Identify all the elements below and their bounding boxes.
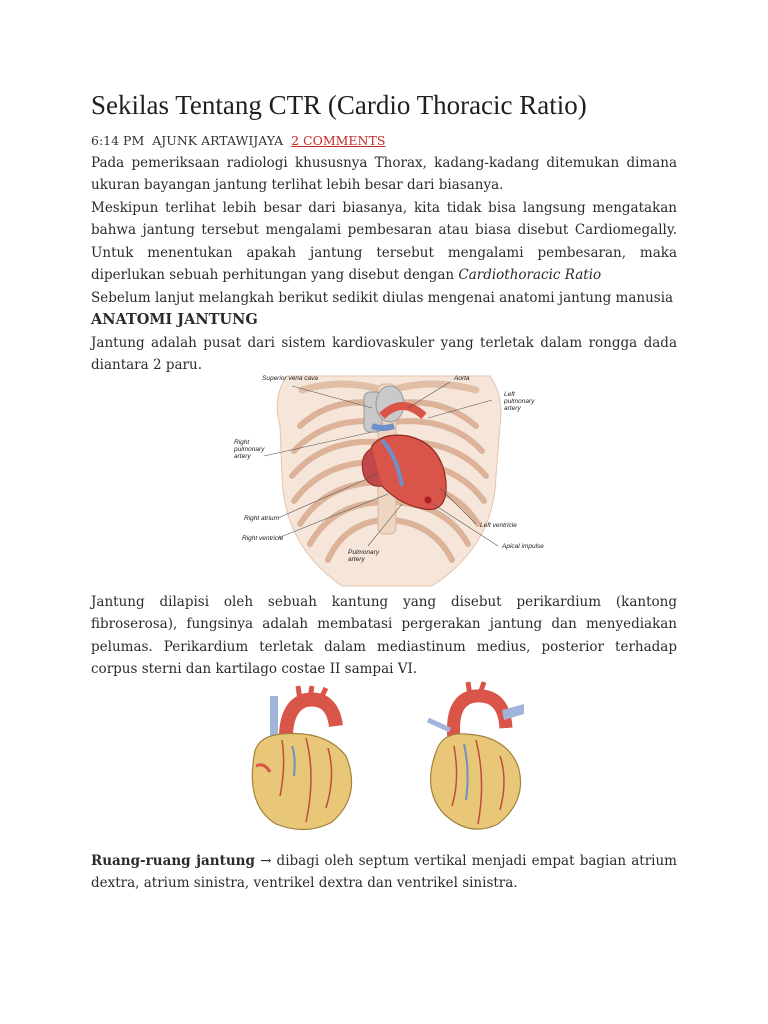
paragraph-1: Pada pemeriksaan radiologi khususnya Thorax, kadang-kadang ditemukan dimana ukuran bayangan jantung terlihat lebih besar dari biasanya.	[91, 155, 677, 194]
label-right-pulmonary-2: pulmonary	[234, 446, 265, 453]
label-left-pulmonary-1: Left	[504, 391, 515, 398]
paragraph-6	[91, 850, 677, 895]
paragraph-4: Jantung adalah pusat dari sistem kardiovaskuler yang terletak dalam rongga dada diantara 2 paru.	[91, 335, 677, 374]
label-left-pulmonary-3: artery	[504, 405, 521, 412]
label-apical-impulse: Apical impulse	[502, 543, 544, 550]
paragraph-2-text: Meskipun terlihat lebih besar dari biasanya, kita tidak bisa langsung mengatakan bahwa jantung tersebut mengalami pembesaran atau biasa disebut Cardiomegally. Untuk menentukan apakah jantung tersebut mengalami pembesaran, maka diperlukan sebuah perhitungan yang disebut dengan	[91, 200, 677, 283]
thorax-heart-illustration	[232, 356, 544, 590]
post-meta	[91, 133, 385, 148]
comments-link[interactable]: 2 COMMENTS	[291, 133, 386, 148]
label-aorta: Aorta	[454, 375, 470, 382]
paragraph-6-bold: Ruang-ruang jantung	[91, 853, 255, 869]
label-right-pulmonary-3: artery	[234, 453, 251, 460]
paragraph-2-italic: Cardiothoracic Ratio	[458, 266, 602, 283]
post-title: Sekilas Tentang CTR (Cardio Thoracic Ratio)	[91, 90, 587, 120]
label-left-ventricle: Left ventricle	[480, 522, 517, 529]
label-right-pulmonary-1: Right	[234, 439, 250, 446]
section-heading: ANATOMI JANTUNG	[91, 311, 258, 328]
paragraph-5: Jantung dilapisi oleh sebuah kantung yang disebut perikardium (kantong fibroserosa), fungsinya adalah membatasi pergerakan jantung dan menyediakan pelumas. Perikardium terletak dalam mediastinum medius, posterior terhadap corpus sterni dan kartilago costae II sampai VI.	[91, 594, 677, 677]
label-superior-vena-cava: Superior vena cava	[262, 375, 319, 382]
paragraph-6-text: dibagi oleh septum vertikal menjadi empat bagian atrium dextra, atrium sinistra, ventrikel dextra dan ventrikel sinistra.	[91, 853, 677, 892]
heart-posterior-illustration	[414, 680, 538, 836]
post-time[interactable]: 6:14 PM	[91, 133, 145, 148]
paragraph-3: Sebelum lanjut melangkah berikut sedikit diulas mengenai anatomi jantung manusia	[91, 290, 674, 306]
label-pulmonary-artery-1: Pulmonary	[348, 549, 380, 556]
arrow-glyph: →	[254, 853, 277, 869]
label-pulmonary-artery-2: artery	[348, 556, 365, 563]
heart-anterior-illustration	[236, 686, 364, 836]
label-left-pulmonary-2: pulmonary	[504, 398, 535, 405]
paragraph-2	[91, 197, 677, 286]
post-author[interactable]: AJUNK ARTAWIJAYA	[152, 133, 284, 148]
label-right-ventricle: Right ventricle	[242, 535, 284, 542]
label-right-atrium: Right atrium	[244, 515, 280, 522]
